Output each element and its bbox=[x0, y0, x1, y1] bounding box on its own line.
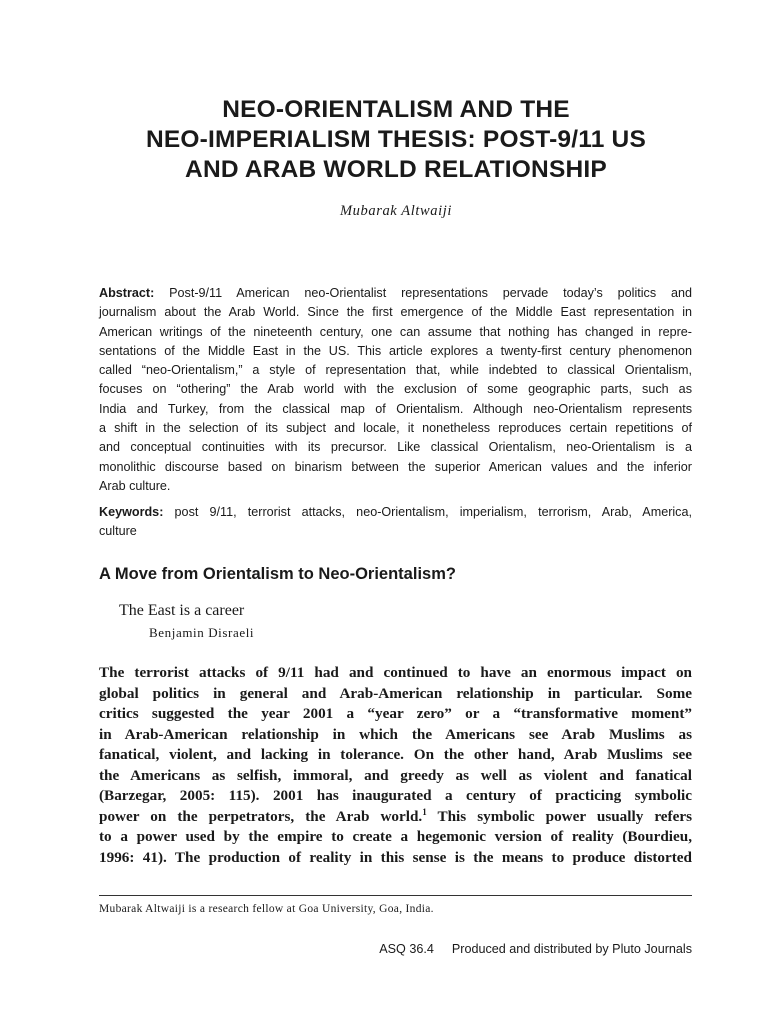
keywords bbox=[99, 503, 692, 542]
body-text-before-ref: power on the perpetrators, the Arab world. bbox=[99, 807, 423, 825]
epigraph-source: Benjamin Disraeli bbox=[149, 625, 255, 640]
body-line: (Barzegar, 2005: 115). 2001 has inaugurated a century of practicing symbolic bbox=[99, 787, 692, 804]
keywords-line bbox=[99, 503, 692, 522]
journal-issue: ASQ 36.4 bbox=[379, 942, 434, 956]
keywords-text: post 9/11, terrorist attacks, neo-Orientalism, imperialism, terrorism, Arab, America, bbox=[163, 505, 692, 519]
footnote: Mubarak Altwaiji is a research fellow at Goa University, Goa, India. bbox=[99, 903, 434, 915]
abstract-line: and conceptual continuities with its precursor. Like classical Orientalism, neo-Orientalism is a bbox=[99, 440, 692, 455]
abstract-line: India and Turkey, from the classical map of Orientalism. Although neo-Orientalism represents bbox=[99, 401, 692, 416]
body-line: fanatical, violent, and lacking in tolerance. On the other hand, Arab Muslims see bbox=[99, 746, 692, 763]
abstract-line: sentations of the Middle East in the US. This article explores a twenty-first century phenomenon bbox=[99, 343, 692, 358]
footnote-divider bbox=[99, 895, 692, 896]
title-line: NEO-ORIENTALISM AND THE bbox=[222, 96, 570, 123]
keywords-line: culture bbox=[99, 524, 137, 539]
section-heading: A Move from Orientalism to Neo-Orientalism? bbox=[99, 565, 456, 583]
abstract-line: journalism about the Arab World. Since the first emergence of the Middle East representation in bbox=[99, 305, 692, 320]
abstract-line: American writings of the nineteenth century, one can assume that nothing has changed in repre- bbox=[99, 324, 692, 339]
body-line: The terrorist attacks of 9/11 had and continued to have an enormous impact on bbox=[99, 664, 692, 681]
body-paragraph bbox=[99, 663, 692, 868]
abstract-line: monolithic discourse based on binarism between the superior American values and the inferior bbox=[99, 459, 692, 474]
abstract-line bbox=[99, 284, 692, 303]
epigraph-quote: The East is a career bbox=[119, 602, 245, 619]
body-line: critics suggested the year 2001 a “year zero” or a “transformative moment” bbox=[99, 705, 692, 722]
abstract bbox=[99, 284, 692, 496]
body-line: 1996: 41). The production of reality in this sense is the means to produce distorted bbox=[99, 848, 692, 866]
body-line: in Arab-American relationship in which the Americans see Arab Muslims as bbox=[99, 725, 692, 743]
title-line: AND ARAB WORLD RELATIONSHIP bbox=[185, 156, 607, 183]
abstract-line: a shift in the selection of its subject and locale, it nonetheless reproduces certain repetitions of bbox=[99, 421, 692, 436]
abstract-line: focuses on “othering” the Arab world with the exclusion of some geographic parts, such as bbox=[99, 382, 692, 397]
publisher-credit: Produced and distributed by Pluto Journals bbox=[451, 942, 692, 956]
footnote-ref[interactable]: 1 bbox=[422, 806, 427, 817]
body-text-after-ref: This symbolic power usually refers bbox=[426, 807, 692, 825]
body-line: to a power used by the empire to create a hegemonic version of reality (Bourdieu, bbox=[99, 828, 692, 845]
abstract-line: Arab culture. bbox=[99, 478, 171, 493]
body-line bbox=[99, 807, 692, 828]
body-line: the Americans as selfish, immoral, and greedy as well as violent and fanatical bbox=[99, 766, 692, 784]
page-footer bbox=[379, 942, 692, 956]
title-line: NEO-IMPERIALISM THESIS: POST-9/11 US bbox=[145, 126, 646, 153]
abstract-line: called “neo-Orientalism,” a style of representation that, while indebted to classical Orientalism, bbox=[99, 363, 692, 378]
article-title bbox=[100, 95, 692, 185]
body-line: global politics in general and Arab-American relationship in particular. Some bbox=[99, 684, 692, 702]
author-name: Mubarak Altwaiji bbox=[339, 203, 453, 219]
abstract-label: Abstract: bbox=[99, 286, 155, 300]
keywords-label: Keywords: bbox=[99, 505, 164, 519]
abstract-text: Post-9/11 American neo-Orientalist representations pervade today’s politics and bbox=[154, 286, 692, 300]
